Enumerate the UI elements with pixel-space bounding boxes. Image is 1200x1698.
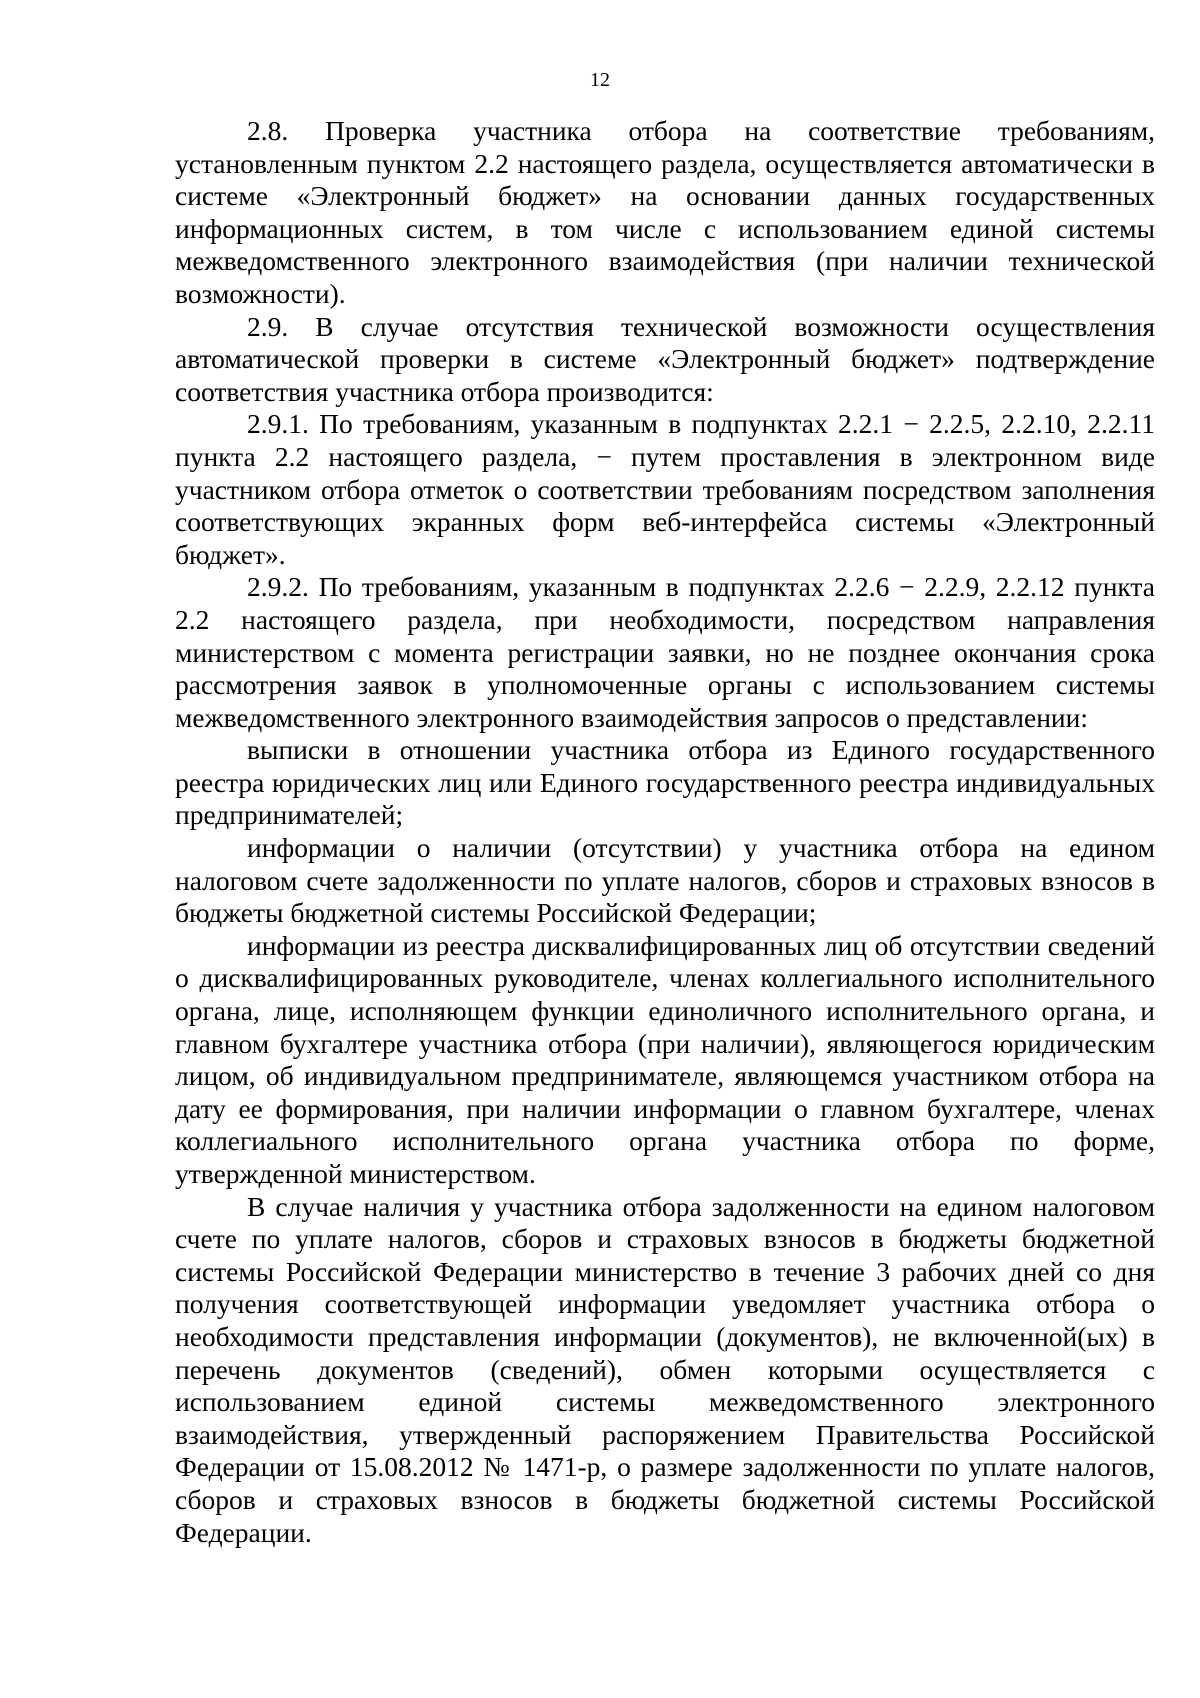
- paragraph-tax-debt-info: информации о наличии (отсутствии) у участника отбора на едином налоговом счете задолженности по уплате налогов, сборов и страховых взносов в бюджеты бюджетной системы Российской Федерации;: [175, 832, 1155, 929]
- document-body: [175, 115, 1155, 1549]
- page-number: 12: [590, 69, 610, 91]
- paragraph-2-9-1: 2.9.1. По требованиям, указанным в подпунктах 2.2.1 − 2.2.5, 2.2.10, 2.2.11 пункта 2.2 настоящего раздела, − путем проставления в электронном виде участником отбора отметок о соответствии требованиям посредством заполнения соответствующих экранных форм веб-интерфейса системы «Электронный бюджет».: [175, 408, 1155, 570]
- paragraph-2-9: 2.9. В случае отсутствия технической возможности осуществления автоматической проверки в системе «Электронный бюджет» подтверждение соответствия участника отбора производится:: [175, 310, 1155, 407]
- paragraph-disqualified-registry: информации из реестра дисквалифицированных лиц об отсутствии сведений о дисквалифицированных руководителе, членах коллегиального исполнительного органа, лице, исполняющем функции единоличного исполнительного органа, и главном бухгалтере участника отбора (при наличии), являющегося юридическим лицом, об индивидуальном предпринимателе, являющемся участником отбора на дату ее формирования, при наличии информации о главном бухгалтере, членах коллегиального исполнительного органа участника отбора по форме, утвержденной министерством.: [175, 929, 1155, 1189]
- paragraph-egrul-extract: выписки в отношении участника отбора из Единого государственного реестра юридических лиц или Единого государственного реестра индивидуальных предпринимателей;: [175, 734, 1155, 831]
- paragraph-2-9-2: 2.9.2. По требованиям, указанным в подпунктах 2.2.6 − 2.2.9, 2.2.12 пункта 2.2 настоящего раздела, при необходимости, посредством направления министерством с момента регистрации заявки, но не позднее окончания срока рассмотрения заявок в уполномоченные органы с использованием системы межведомственного электронного взаимодействия запросов о представлении:: [175, 571, 1155, 733]
- paragraph-debt-notification: В случае наличия у участника отбора задолженности на едином налоговом счете по уплате налогов, сборов и страховых взносов в бюджеты бюджетной системы Российской Федерации министерство в течение 3 рабочих дней со дня получения соответствующей информации уведомляет участника отбора о необходимости представления информации (документов), не включенной(ых) в перечень документов (сведений), обмен которыми осуществляется с использованием единой системы межведомственного электронного взаимодействия, утвержденный распоряжением Правительства Российской Федерации от 15.08.2012 № 1471-р, о размере задолженности по уплате налогов, сборов и страховых взносов в бюджеты бюджетной системы Российской Федерации.: [175, 1190, 1155, 1548]
- paragraph-2-8: 2.8. Проверка участника отбора на соответствие требованиям, установленным пунктом 2.2 настоящего раздела, осуществляется автоматически в системе «Электронный бюджет» на основании данных государственных информационных систем, в том числе с использованием единой системы межведомственного электронного взаимодействия (при наличии технической возможности).: [175, 115, 1155, 309]
